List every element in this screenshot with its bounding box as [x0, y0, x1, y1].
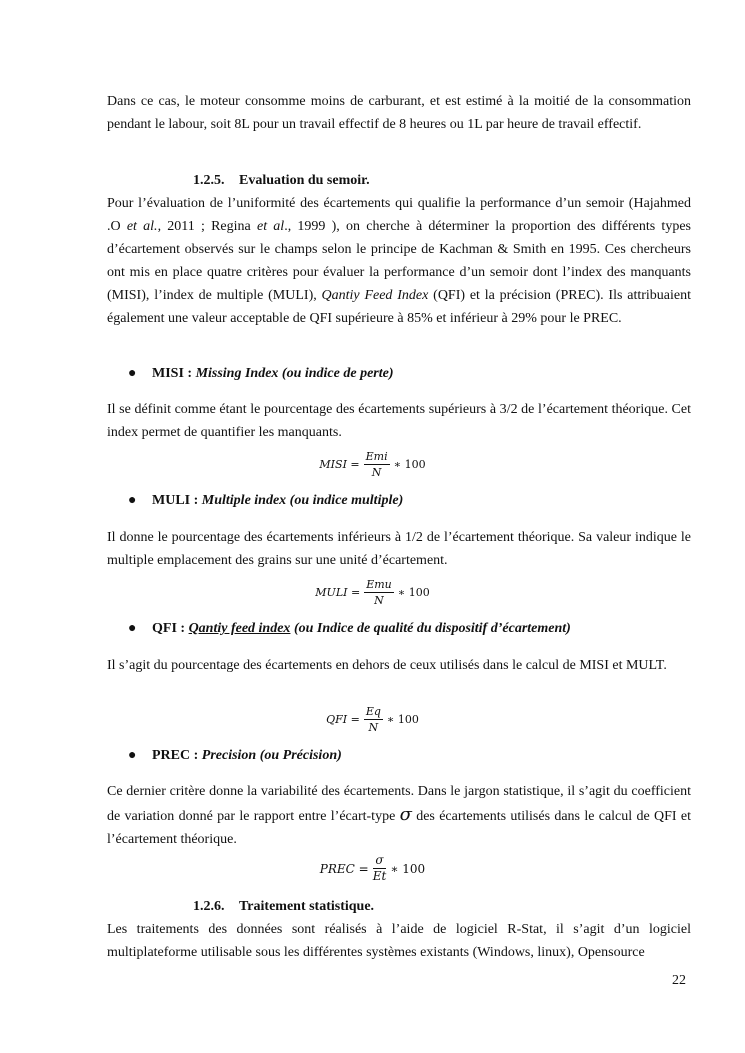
paragraph-evaluation-semoir: Pour l’évaluation de l’uniformité des écartements qui qualifie la performance d’un semoir (Hajahmed .O et al., 2011 ; Regina et al., 1999 ), on cherche à déterminer la proportion des différents types d’écartement observés sur le champs selon le principe de Kachman & Smith en 1995. Ces chercheurs ont mis en place quatre critères pour évaluer la performance d’un semoir dont l’index des manquants (MISI), l’index de multiple (MULI), Qantiy Feed Index (QFI) et la précision (PREC). Ils attribuaient également une valeur acceptable de QFI supérieure à 85% et inférieur à 29% pour le PREC.: [107, 196, 691, 326]
bullet-prec: ● PREC : Precision (ou Précision): [128, 748, 342, 763]
formula-prec: PREC = $\frac{\sigma}{Et}$ ∗ 100: [319, 853, 426, 883]
formula-muli: MULI = $\frac{\text{Emu}}{N}$ ∗ 100: [315, 578, 430, 607]
section-number: 1.2.6.: [193, 899, 225, 914]
paragraph-statistical-processing: Les traitements des données sont réalisés à l’aide de logiciel R-Stat, il s’agit d’un logiciel multiplateforme utilisable sous les différentes systèmes existants (Windows, linux), Opensource: [107, 922, 691, 960]
paragraph-muli: Il donne le pourcentage des écartements inférieurs à 1/2 de l’écartement théorique. Sa valeur indique le multiple emplacement des grains sur une unité d’écartement.: [107, 530, 691, 568]
paragraph-prec: Ce dernier critère donne la variabilité des écartements. Dans le jargon statistique, il s’agit du coefficient de variation donné par le rapport entre l’écart-type σ des écartements utilisés dans le calcul de QFI et l’écartement théorique.: [107, 784, 691, 847]
paragraph-qfi: Il s’agit du pourcentage des écartements en dehors de ceux utilisés dans le calcul de MISI et MULT.: [107, 658, 667, 673]
page-number: 22: [672, 973, 686, 988]
section-title: Traitement statistique.: [239, 899, 375, 914]
formula-qfi: QFI = $\frac{Eq}{N}$ ∗ 100: [326, 705, 419, 734]
paragraph-fuel-consumption: Dans ce cas, le moteur consomme moins de carburant, et est estimé à la moitié de la consommation pendant le labour, soit 8L pour un travail effectif de 8 heures ou 1L par heure de travail effectif.: [107, 94, 691, 132]
section-title: Evaluation du semoir.: [239, 173, 370, 188]
bullet-misi: ● MISI : Missing Index (ou indice de perte): [128, 366, 394, 381]
bullet-muli: ● MULI : Multiple index (ou indice multiple): [128, 493, 404, 508]
section-number: 1.2.5.: [193, 173, 225, 188]
formula-misi: MISI = $\frac{\text{Emi}}{N}$ ∗ 100: [319, 450, 426, 479]
sigma-symbol: σ: [399, 804, 412, 825]
bullet-qfi: ● QFI : Qantiy feed index (ou Indice de qualité du dispositif d’écartement): [128, 621, 571, 636]
paragraph-misi: Il se définit comme étant le pourcentage des écartements supérieurs à 3/2 de l’écartement théorique. Cet index permet de quantifier les manquants.: [107, 402, 691, 440]
section-heading-1-2-6: [193, 898, 374, 916]
section-heading-1-2-5: [193, 172, 370, 190]
